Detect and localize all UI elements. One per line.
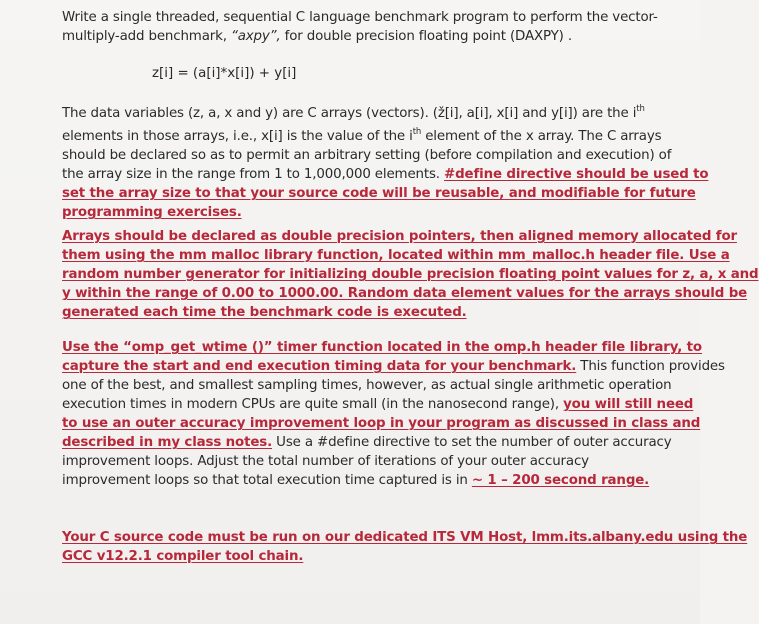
intro-line-2 [62, 27, 658, 46]
intro-text: multiply-add benchmark, [62, 29, 231, 44]
p3-line-6-text: Use a #define directive to set the number of outer accuracy [272, 435, 672, 450]
p3-line-8-text: improvement loops so that total execution time captured is in [62, 473, 472, 488]
p3-line-4-emphasis: you will still need [563, 397, 694, 412]
vm-host-paragraph [62, 528, 747, 566]
superscript-th: th [412, 127, 422, 137]
p3-line-1: Use the “omp_get_wtime ()” timer function located in the omp.h header file library, to [62, 340, 702, 355]
data-variables-paragraph [62, 100, 708, 222]
p1-line-2 [62, 123, 708, 146]
p2-line-5: generated each time the benchmark code is executed. [62, 305, 467, 320]
p1-line-6: programming exercises. [62, 205, 242, 220]
p2-line-1: Arrays should be declared as double precision pointers, then aligned memory allocated for [62, 229, 737, 244]
p1-line-3: should be declared so as to permit an arbitrary setting (before compilation and execution) of [62, 148, 672, 163]
p1-line-5: set the array size to that your source code will be reusable, and modifiable for future [62, 186, 696, 201]
p3-line-4-text: execution times in modern CPUs are quite small (in the nanosecond range), [62, 397, 564, 412]
p2-line-4: y within the range of 0.00 to 1000.00. Random data element values for the arrays should be [62, 286, 748, 301]
p3-line-4 [62, 395, 725, 414]
p1-line-1-text: The data variables (z, a, x and y) are C arrays (vectors). (ž[i], a[i], x[i] and y[i]) are the i [62, 106, 637, 121]
p3-line-8 [62, 471, 725, 490]
intro-paragraph [62, 8, 658, 46]
p1-line-2-text: elements in those arrays, i.e., x[i] is the value of the i [62, 129, 413, 144]
p3-line-6-emphasis: described in my class notes. [62, 435, 273, 450]
execution-time-range: ~ 1 – 200 second range. [471, 473, 650, 488]
p1-line-1 [62, 100, 708, 123]
p3-line-5: to use an outer accuracy improvement loop in your program as discussed in class and [62, 416, 701, 431]
p1-line-4 [62, 165, 708, 184]
p3-line-2 [62, 357, 725, 376]
intro-line-1: Write a single threaded, sequential C language benchmark program to perform the vector- [62, 10, 658, 25]
timer-paragraph [62, 338, 725, 490]
p1-line-4-text: the array size in the range from 1 to 1,000,000 elements. [62, 167, 445, 182]
axpy-term: “axpy”, [230, 29, 281, 44]
p2-line-3: random number generator for initializing double precision floating point values for z, a, x and [62, 267, 759, 282]
superscript-th: th [636, 104, 645, 114]
p3-line-2-emphasis: capture the start and end execution timing data for your benchmark. [62, 359, 577, 374]
intro-text-end: for double precision floating point (DAXPY) . [280, 29, 572, 44]
p4-line-2: GCC v12.2.1 compiler tool chain. [62, 549, 304, 564]
p3-line-3: one of the best, and smallest sampling times, however, as actual single arithmetic operation [62, 378, 672, 393]
p4-line-1: Your C source code must be run on our dedicated ITS VM Host, lmm.its.albany.edu using the [62, 530, 748, 545]
daxpy-formula: z[i] = (a[i]*x[i]) + y[i] [152, 66, 297, 81]
arrays-paragraph [62, 227, 759, 322]
p3-line-6 [62, 433, 725, 452]
p3-line-2-text: This function provides [576, 359, 725, 374]
p3-line-7: improvement loops. Adjust the total number of iterations of your outer accuracy [62, 454, 589, 469]
define-directive-emphasis: #define directive should be used to [444, 167, 709, 182]
p2-line-2: them using the mm malloc library function, located within mm_malloc.h header file. Use a [62, 248, 730, 263]
p1-line-2-text-end: element of the x array. The C arrays [421, 129, 662, 144]
